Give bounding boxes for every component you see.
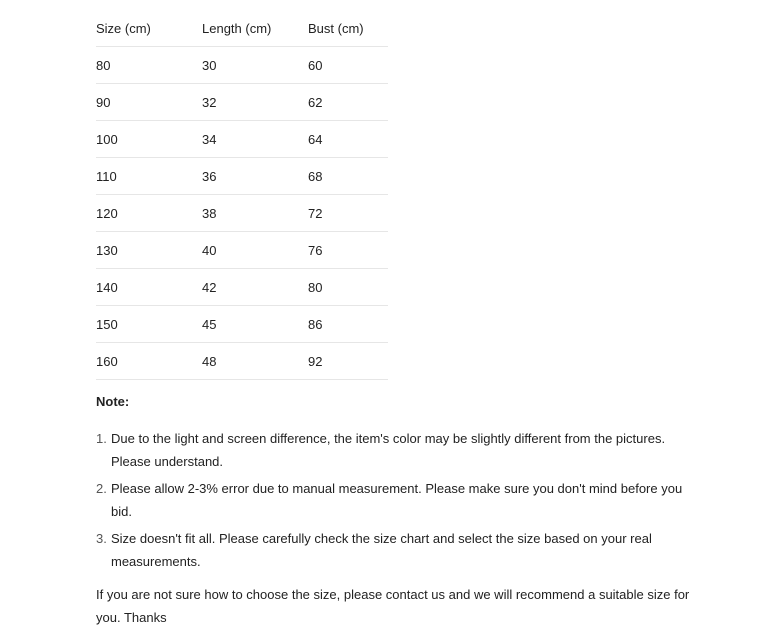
bust-cell: 80 [308,269,388,306]
table-row [96,47,388,84]
size-cell: 90 [96,84,202,121]
note-heading: Note: [96,394,130,409]
size-cell: 100 [96,121,202,158]
table-header-row [96,10,388,47]
length-cell: 48 [202,343,308,380]
note-text: Due to the light and screen difference, the item's color may be slightly different from the pictures. Please understand. [111,431,666,469]
bust-cell: 68 [308,158,388,195]
size-cell: 140 [96,269,202,306]
bust-cell: 72 [308,195,388,232]
length-cell: 40 [202,232,308,269]
table-row [96,158,388,195]
note-number: 3. [96,531,107,546]
length-cell: 34 [202,121,308,158]
bust-cell: 86 [308,306,388,343]
note-item [96,528,696,573]
bust-cell: 92 [308,343,388,380]
table-row [96,121,388,158]
bust-cell: 60 [308,47,388,84]
size-cell: 110 [96,158,202,195]
table-row [96,232,388,269]
size-cell: 150 [96,306,202,343]
closing-paragraph: If you are not sure how to choose the size, please contact us and we will recommend a suitable size for you. Thanks [96,587,690,625]
note-item [96,478,696,523]
bust-cell: 62 [308,84,388,121]
column-header-bust: Bust (cm) [308,10,388,47]
size-cell: 160 [96,343,202,380]
length-cell: 38 [202,195,308,232]
length-cell: 45 [202,306,308,343]
size-cell: 120 [96,195,202,232]
note-number: 1. [96,431,107,446]
size-cell: 80 [96,47,202,84]
note-list [96,428,696,578]
bust-cell: 64 [308,121,388,158]
table-row [96,306,388,343]
length-cell: 32 [202,84,308,121]
column-header-size: Size (cm) [96,10,202,47]
length-cell: 42 [202,269,308,306]
note-item [96,428,696,473]
note-number: 2. [96,481,107,496]
table-row [96,84,388,121]
table-row [96,195,388,232]
table-row [96,343,388,380]
note-text: Please allow 2-3% error due to manual measurement. Please make sure you don't mind before you bid. [111,481,683,519]
size-chart-table [96,10,388,380]
note-text: Size doesn't fit all. Please carefully check the size chart and select the size based on your real measurements. [111,531,652,569]
length-cell: 30 [202,47,308,84]
bust-cell: 76 [308,232,388,269]
size-cell: 130 [96,232,202,269]
length-cell: 36 [202,158,308,195]
table-row [96,269,388,306]
column-header-length: Length (cm) [202,10,308,47]
